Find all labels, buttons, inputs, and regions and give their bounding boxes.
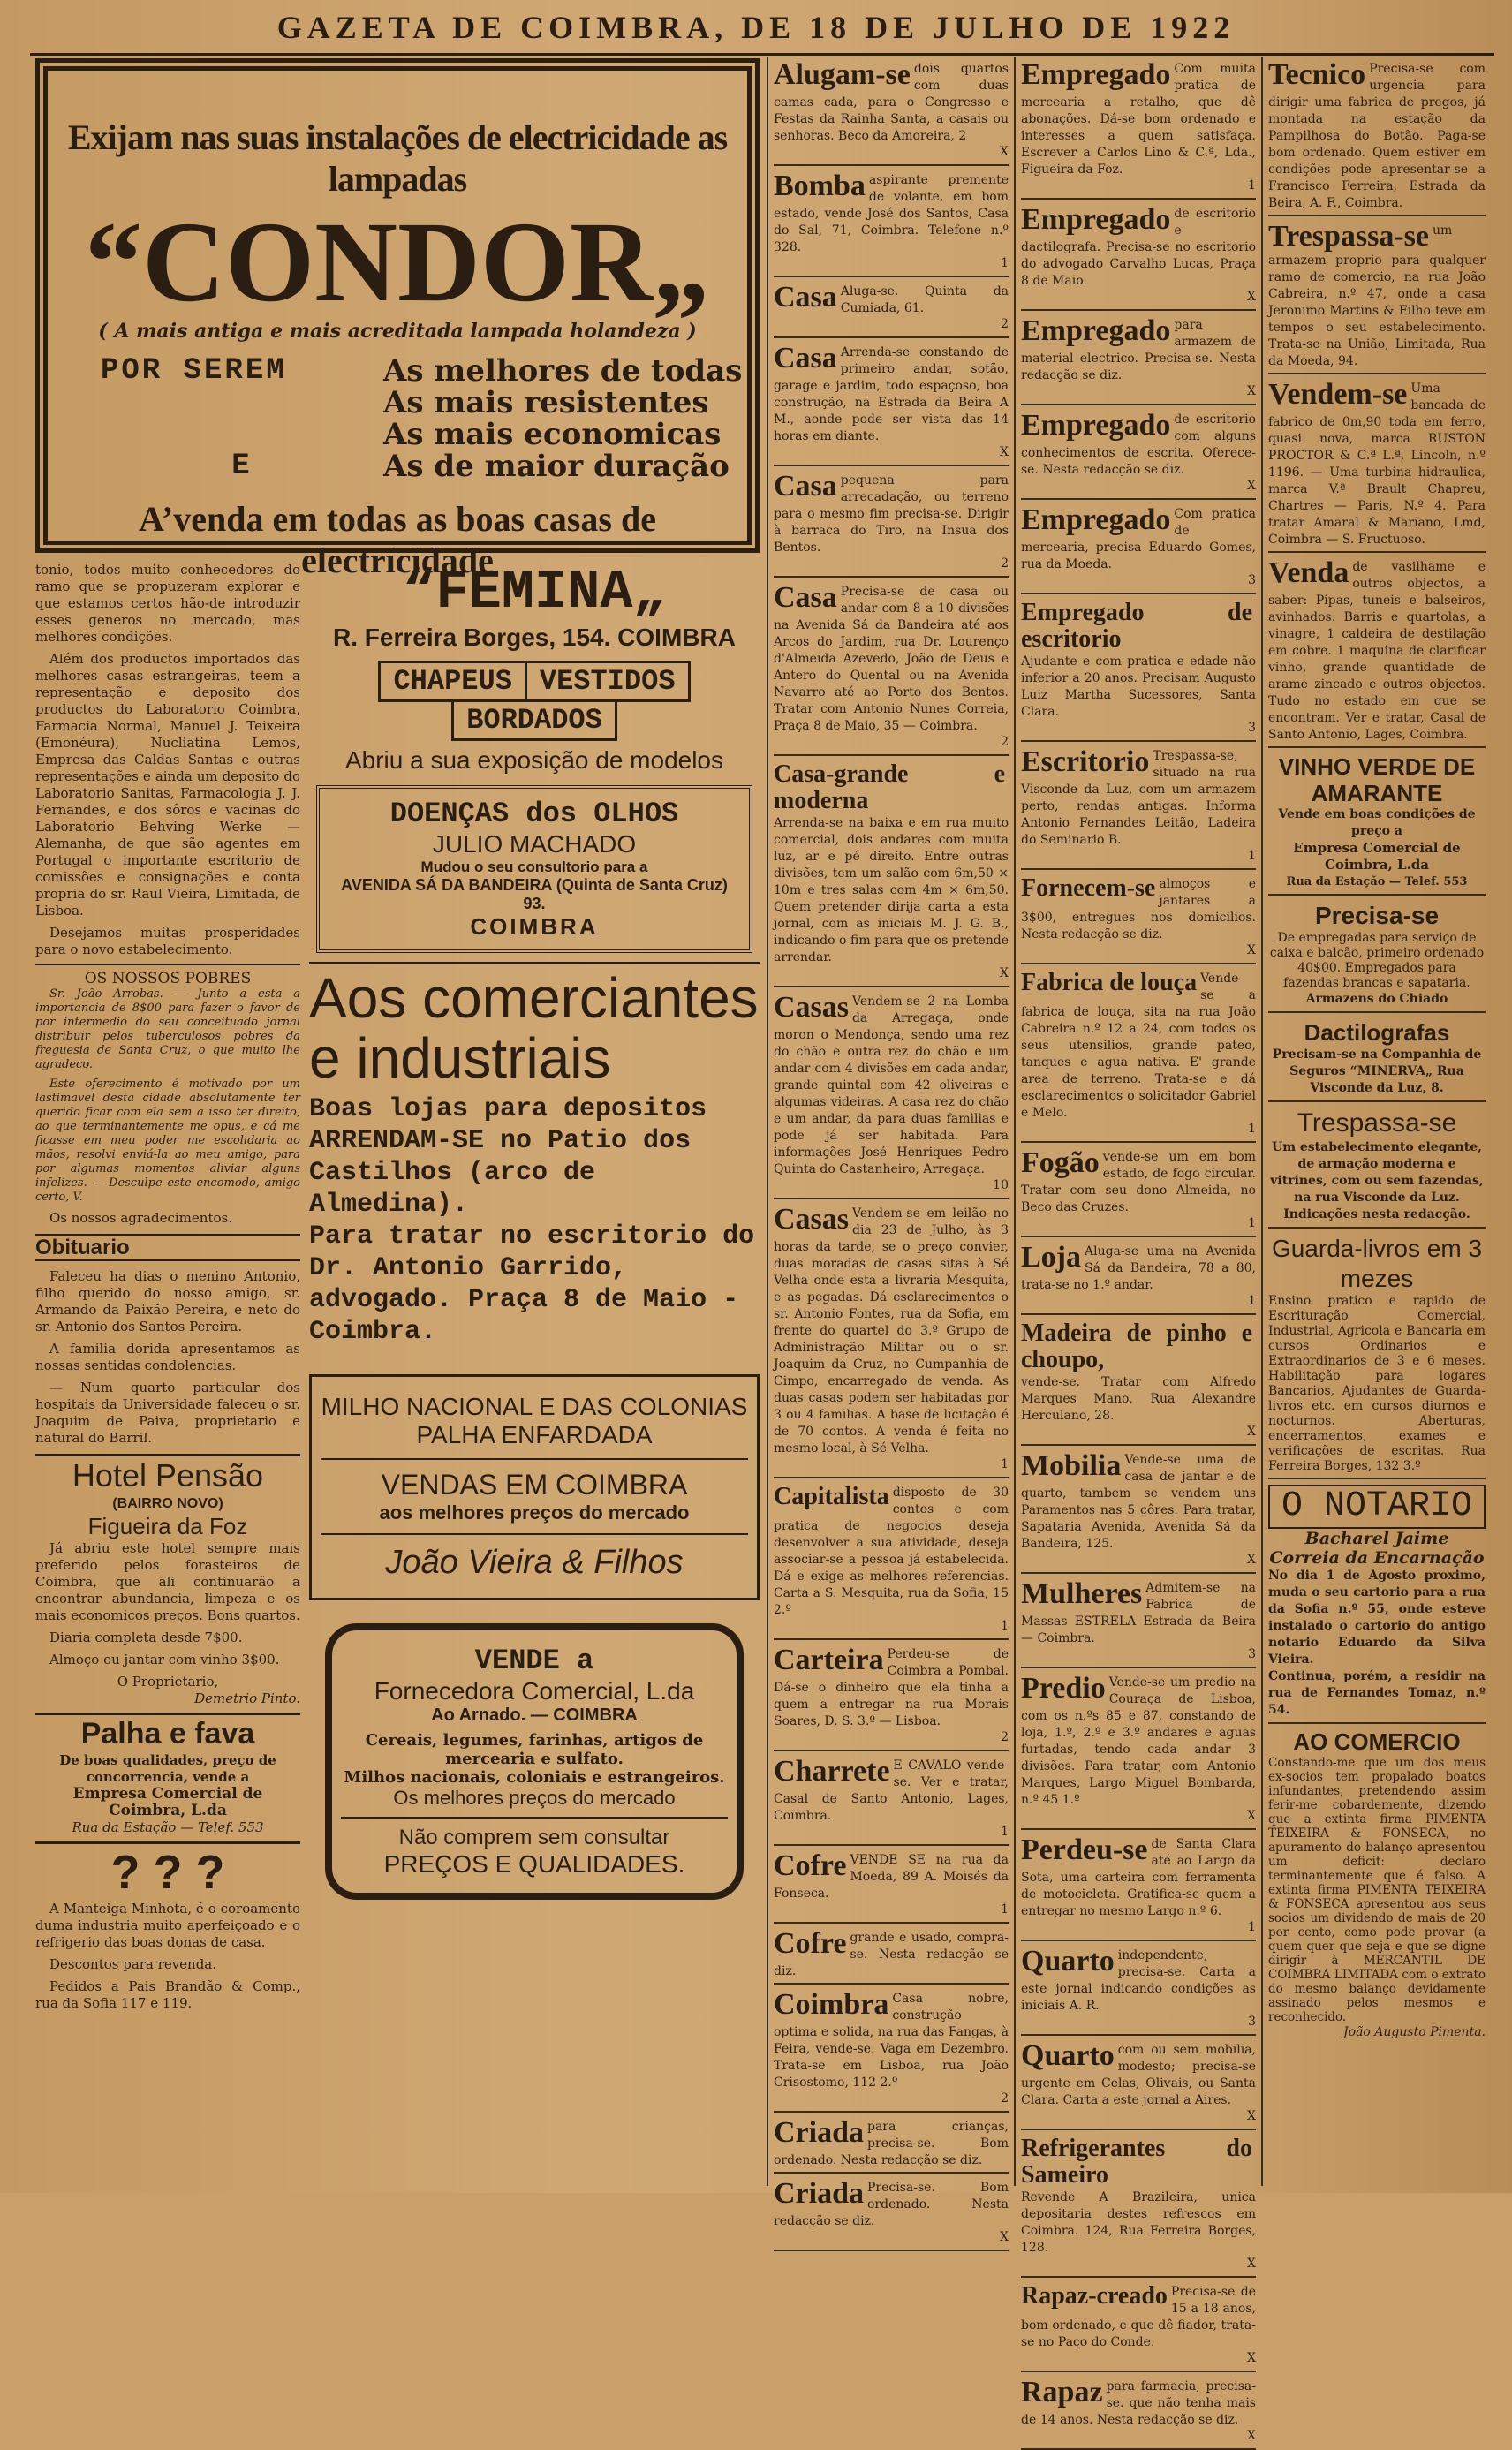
hotel-city: Figueira da Foz	[87, 1513, 248, 1539]
classified-keyword: Refrigerantes do Sameiro	[1021, 2135, 1252, 2189]
precisa-title: Precisa-se	[1314, 902, 1440, 929]
classified-ad	[1021, 203, 1256, 311]
classified-ad	[1021, 598, 1256, 742]
milho-ad	[309, 1374, 760, 1600]
femina-chapeus: CHAPEUS	[378, 661, 526, 702]
classified-keyword: Casa-grande e moderna	[774, 760, 1005, 814]
vinho-text: Vende em boas condições de preço a	[1278, 807, 1476, 838]
classified-text: Trespassa-se, situado na rua Visconde da Luz, com um armazem perto, rendas antigas. Informa Antonio Fernandes Leitão, Ladeira do Seminario B.	[1021, 749, 1256, 847]
dact-title: Dactilografas	[1304, 1019, 1450, 1046]
classified-keyword: Capitalista	[774, 1483, 889, 1510]
notario-ad	[1268, 1483, 1486, 1724]
palha-text: De boas qualidades, preço de concorrencia, vende a	[59, 1752, 276, 1785]
obit-text2: A familia dorida apresentamos as nossas sentidas condolencias.	[35, 1341, 300, 1373]
tecnico-kw: Tecnico	[1268, 58, 1366, 91]
classified-keyword: Madeira de pinho e choupo,	[1021, 1320, 1252, 1373]
classified-ad	[1021, 1834, 1256, 1941]
classified-ad	[1021, 503, 1256, 594]
precisa-text: De empregadas para serviço de caixa e balcão, primeiro ordenado 40$00. Empregados para fazendas brancas e sapataria.	[1269, 931, 1485, 990]
classified-text: vende-se um em bom estado, de fogo circular. Tratar com seu dono Almeida, no Beco das Cruzes.	[1021, 1150, 1256, 1214]
forn-l6: Os melhores preços do mercado	[393, 1787, 676, 1809]
classified-keyword: Fornecem-se	[1021, 874, 1156, 902]
classified-mark: X	[1247, 384, 1256, 398]
condor-sub: ( A mais antiga e mais acreditada lampada holandeza )	[98, 320, 697, 343]
classified-mark: 10	[993, 1178, 1009, 1192]
classified-text: Perdeu-se de Coimbra a Pombal. Dá-se o dinheiro que ela tinha a quem a entregar na rua Morais Soares, D. S. 3.º — Lisboa.	[774, 1647, 1009, 1728]
pobres-text: Sr. João Arrobas. — Junto a esta a importancia de 8$00 para fazer o favor de por intermedio do seu conceituado jornal distribuir pelos tuberculosos pobres da freguesia de Santa Cruz, o que muito lhe agradeço.	[35, 987, 300, 1071]
classified-keyword: Escritorio	[1021, 745, 1150, 778]
hotel-owner: Demetrio Pinto.	[194, 1690, 300, 1706]
milho-l4: aos melhores preços do mercado	[379, 1501, 690, 1524]
olhos-moved: Mudou o seu consultorio para a	[420, 858, 648, 875]
classified-mark: X	[1247, 1809, 1256, 1823]
classified-mark: 2	[1001, 317, 1009, 331]
classified-mark: 1	[1001, 1825, 1009, 1839]
classified-keyword: Loja	[1021, 1241, 1081, 1274]
classified-mark: 1	[1001, 1457, 1009, 1471]
classified-text: disposto de 30 contos e com pratica de negocios deseja desenvolver a sua atividade, deseja associar-se a pessoa já estabelecida. Dá e exige as melhores referencias. Carta a S. Mesquita, rua da Sofia, 15 2.º	[774, 1486, 1009, 1617]
hotel-title: Hotel Pensão	[72, 1457, 264, 1493]
classified-ad	[774, 281, 1009, 338]
hotel-text3: Almoço ou jantar com vinho 3$00.	[49, 1652, 280, 1667]
classified-keyword: Empregado	[1021, 314, 1171, 347]
classified-text: Aluga-se. Quinta da Cumiada, 61.	[840, 284, 1009, 315]
hotel-bairro: (BAIRRO NOVO)	[112, 1496, 223, 1511]
classified-mark: 1	[1248, 1122, 1256, 1136]
condor-q1: As melhores de todas	[383, 353, 743, 389]
classified-text: Revende A Brazileira, unica depositaria destes refrescos em Coimbra. 124, Rua Ferreira Borges, 128.	[1021, 2190, 1256, 2255]
femina-addr: R. Ferreira Borges, 154. COIMBRA	[333, 624, 736, 651]
classifieds-column-4	[1021, 58, 1256, 2443]
classified-mark: 3	[1248, 721, 1256, 735]
olhos-ad	[316, 785, 752, 953]
classified-text: Com pratica de mercearia, precisa Eduardo Gomes, rua da Moeda.	[1021, 507, 1256, 571]
classified-keyword: Casas	[774, 991, 850, 1024]
classified-ad	[774, 170, 1009, 277]
classified-mark: 2	[1001, 2091, 1009, 2106]
pobres-text2: Este oferecimento é motivado por um lastimavel desta cidade absolutamente ter querido ficar com ela sem a isso ter direito, ao que terminantemente me opus, e cá me ficasse em meu poder me escolidaria ao mãos, resolvi enviá-la ao meu amigo, para por algumas momentos aliviar alguns infelizes. — Desculpe este encomodo, amigo certo, V.	[35, 1078, 300, 1204]
condor-q4: As de maior duração	[383, 449, 730, 484]
forn-l1: VENDE a	[474, 1645, 594, 1677]
hotel-text2: Diaria completa desde 7$00.	[49, 1630, 243, 1645]
classified-mark: 1	[1001, 1619, 1009, 1633]
precisa-chiado: Armazens do Chiado	[1305, 992, 1448, 1006]
pobres-thanks: Os nossos agradecimentos.	[49, 1210, 232, 1226]
classified-keyword: Cofre	[774, 1849, 847, 1882]
classified-ad	[774, 1849, 1009, 1924]
classified-mark: X	[1247, 1553, 1256, 1567]
classified-ad	[774, 760, 1009, 987]
obit-text3: — Num quarto particular dos hospitais da Universidade faleceu o sr. Joaquim de Paiva, proprietario e natural do Barril.	[35, 1380, 300, 1446]
classified-ad	[774, 1927, 1009, 1985]
trespassa-text: um armazem proprio para qualquer ramo de comercio, na rua João Cabreira, n.º 47, onde a casa Jeronimo Martins & Filho teve em tempos o seu estabelecimento. Trata-se na União, Limitada, Rua da Moeda, 94.	[1268, 223, 1486, 368]
comercio-title: AO COMERCIO	[1293, 1728, 1461, 1755]
left-p1: tonio, todos muito conhecedores do ramo que se propuzeram explorar e que estamos certos hão-de introduzir esses generos no mercado, mas melhores condições.	[35, 562, 300, 645]
pobres-heading: OS NOSSOS POBRES	[35, 964, 300, 987]
classified-keyword: Casa	[774, 581, 837, 614]
classified-keyword: Empregado de escritorio	[1021, 599, 1252, 653]
classified-mark: X	[1247, 943, 1256, 957]
classified-mark: X	[1247, 479, 1256, 493]
classified-text: independente, precisa-se. Carta a este jornal indicando condições as iniciais A. R.	[1021, 1948, 1256, 2013]
classified-keyword: Casa	[774, 342, 837, 374]
hotel-prop: O Proprietario,	[117, 1674, 219, 1690]
classified-keyword: Criada	[774, 2116, 864, 2149]
classified-keyword: Coimbra	[774, 1988, 889, 2021]
classified-text: VENDE SE na rua da Moeda, 89 A. Moisés da Fonseca.	[774, 1853, 1009, 1901]
classified-mark: 3	[1248, 2015, 1256, 2029]
tres2-text: Um estabelecimento elegante, de armação moderna e vitrines, com ou sem fazendas, na rua Visconde da Luz.	[1270, 1140, 1484, 1205]
classified-ad	[1021, 968, 1256, 1143]
classified-ad	[774, 1482, 1009, 1640]
vinho-title: VINHO VERDE DE AMARANTE	[1278, 753, 1476, 806]
classified-keyword: Carteira	[774, 1644, 884, 1676]
classified-text: Vende-se um predio na Couraça de Lisboa, com os n.ºs 85 e 87, constando de loja, 1.º, 2.º e 3.º andares e aguas furtadas, tendo cada andar 3 divisões. Para tratar, com Antonio Marques, Largo Miguel Bombarda, n.º 45 1.º	[1021, 1675, 1256, 1807]
olhos-city: COIMBRA	[470, 913, 599, 940]
classified-mark: X	[1247, 290, 1256, 304]
notario-name: Bacharel Jaime Correia da Encarnação	[1269, 1529, 1485, 1568]
classified-text: aspirante premente de volante, em bom estado, vende José dos Santos, Casa do Sal, 71, Coimbra. Telefone n.º 328.	[774, 173, 1009, 254]
classified-keyword: Empregado	[1021, 203, 1171, 236]
classified-keyword: Predio	[1021, 1672, 1106, 1705]
femina-tag: Abriu a sua exposição de modelos	[344, 746, 724, 774]
qqq-title: ? ? ?	[110, 1846, 225, 1899]
vinho-company: Empresa Comercial de Coimbra, L.da	[1293, 840, 1461, 873]
vendem-kw: Vendem-se	[1268, 378, 1408, 411]
olhos-addr: AVENIDA SÁ DA BANDEIRA (Quinta de Santa Cruz) 93.	[341, 876, 728, 912]
column-rule	[767, 57, 768, 2186]
venda-text: de vasilhame e outros objectos, a saber: Pipas, tuneis e balseiros, avinhados. Barris e quartolas, a vinagre, 1 caldeira de destilação em cobre. 1 maquina de clarificar vinho, grande quantidade de arame zincado e outros objectos. Tudo no estado em que se encontram. Ver e tratar, Casal de Santo Antonio, Lages, Coimbra.	[1268, 560, 1486, 742]
classified-text: Com muita pratica de mercearia a retalho, que dê abonações. Dá-se bom ordenado e interesses a quem satisfaça. Escrever a Carlos Lino & C.ª, Lda., Figueira da Foz.	[1021, 62, 1256, 177]
classified-keyword: Alugam-se	[774, 58, 911, 91]
classified-mark: 2	[1001, 1730, 1009, 1744]
classified-mark: 2	[1001, 735, 1009, 749]
classified-mark: X	[1247, 2429, 1256, 2443]
comerciantes-body: Boas lojas para depositos ARRENDAM-SE no Patio dos Castilhos (arco de Almedina).	[309, 1094, 707, 1220]
hotel-ad	[35, 1454, 300, 1707]
forn-l8: PREÇOS E QUALIDADES.	[383, 1850, 685, 1878]
left-p3: Desejamos muitas prosperidades para o novo estabelecimento.	[35, 925, 300, 957]
classified-text: grande e usado, compra-se. Nesta redacção se diz.	[774, 1931, 1009, 1978]
classified-text: Arrenda-se constando de primeiro andar, sotão, garage e jardim, todo espaçoso, boa construção, na Estrada da Beira A M., aonde pode ser vista das 14 horas em diante.	[774, 345, 1009, 443]
classified-ad	[774, 1755, 1009, 1846]
femina-brand: “FEMINA„	[403, 561, 666, 624]
classified-keyword: Mobilia	[1021, 1449, 1122, 1482]
classified-ad	[774, 581, 1009, 756]
hotel-text: Já abriu este hotel sempre mais preferido pelos forasteiros de Coimbra, que ali continuarão a encontrar abundancia, limpeza e os mais economicos preços. Bons quartos.	[35, 1540, 300, 1623]
classified-text: pequena para arrecadação, ou terreno para o mesmo fim precisa-se. Dirigir à barraca do Tiro, na Insua dos Bentos.	[774, 473, 1009, 555]
condor-e: E	[231, 450, 253, 483]
classifieds-column-5	[1268, 58, 1486, 2189]
femina-bordados: BORDADOS	[451, 702, 617, 741]
classified-text: Precisa-se de casa ou andar com 8 a 10 divisões na Avenida Sá da Bandeira até aos Arcos do Jardim, rua Dr. Lourenço d'Almeida Azevedo, João de Deus e Antero do Quental ou na Avenida Navarro até ao Porto dos Bentos. Tratar com Antonio Nunes Correia, Praça 8 de Maio, 35 — Coimbra.	[774, 585, 1009, 733]
classified-text: Precisa-se de 15 a 18 anos, bom ordenado, e que dê fiador, trata-se no Paço do Conde.	[1021, 2285, 1256, 2349]
classified-text: para farmacia, precisa-se. que não tenha mais de 14 anos. Nesta redacção se diz.	[1021, 2379, 1256, 2427]
classified-ad	[774, 1644, 1009, 1751]
classified-mark: 1	[1248, 849, 1256, 863]
condor-q2: As mais resistentes	[383, 385, 709, 420]
masthead-rule	[30, 53, 1494, 56]
column-rule	[1014, 57, 1016, 2186]
classified-keyword: Casas	[774, 1203, 850, 1236]
classified-mark: 1	[1248, 1216, 1256, 1230]
tres2-info: Indicações nesta redacção.	[1283, 1207, 1470, 1221]
classified-keyword: Quarto	[1021, 2039, 1115, 2072]
classified-keyword: Empregado	[1021, 503, 1171, 536]
palha-ad	[35, 1713, 300, 1836]
classified-ad	[1021, 1241, 1256, 1315]
classified-mark: 3	[1248, 1647, 1256, 1661]
classified-keyword: Rapaz-creado	[1021, 2282, 1168, 2310]
classified-keyword: Casa	[774, 281, 837, 314]
classified-text: Aluga-se uma na Avenida Sá da Bandeira, 78 a 80, trata-se no 1.º andar.	[1021, 1244, 1256, 1292]
classified-text: de escritorio com alguns conhecimentos de escrita. Oferece-se. Nesta redacção se diz.	[1021, 412, 1256, 477]
classified-mark: 1	[1248, 1294, 1256, 1308]
milho-l2: PALHA ENFARDADA	[416, 1421, 653, 1448]
femina-ad	[309, 562, 760, 775]
left-column	[35, 562, 300, 2187]
classified-mark: 3	[1248, 573, 1256, 587]
classified-ad	[774, 58, 1009, 166]
milho-l3: VENDAS EM COIMBRA	[321, 1458, 748, 1501]
classified-text: Admitem-se na Fabrica de Massas ESTRELA Estrada da Beira — Coimbra.	[1021, 1581, 1256, 1645]
classified-mark: X	[1247, 1425, 1256, 1439]
milho-l1: MILHO NACIONAL E DAS COLONIAS	[321, 1393, 748, 1420]
classified-text: para armazem de material electrico. Precisa-se. Nesta redacção se diz.	[1021, 318, 1256, 382]
classified-mark: 1	[1248, 178, 1256, 193]
notario-text2: Continua, porém, a residir na rua de Fernandes Tomaz, n.º 54.	[1268, 1669, 1486, 1717]
classified-ad	[774, 991, 1009, 1199]
classified-keyword: Empregado	[1021, 409, 1171, 442]
classified-text: dois quartos com duas camas cada, para o Congresso e Festas da Rainha Santa, a casais ou senhoras. Beco da Amoreira, 2	[774, 62, 1009, 143]
guarda-ad	[1268, 1232, 1486, 1479]
notario-title: O NOTARIO	[1268, 1485, 1486, 1529]
comercio-sig: João Augusto Pimenta.	[1343, 2025, 1486, 2039]
comerciantes-title: Aos comerciantes e industriais	[309, 966, 759, 1090]
classified-ad	[1021, 873, 1256, 964]
qqq-text: A Manteiga Minhota, é o coroamento duma industria muito aperfeiçoado e o refrigerio das boas donas de casa.	[35, 1901, 300, 1950]
classified-text: Vendem-se em leilão no dia 23 de Julho, às 3 horas da tarde, se o preço convier, duas moradas de casas sitas à Sé Velha onde esta a livraria Mesquita, e as pegadas. Dá esclarecimentos o sr. Antonio Fontes, rua da Sofia, em frente do quartel do 3.º Grupo de Administração Militar ou o sr. Joaquim da Cruz, no Cumpanhia de Cimpo, encarregado de venda. As duas casas podem ser habitadas por 3 ou 4 familias. A base de licitação é de 70 contos. A venda é feita no mesmo local, à Sé Velha.	[774, 1206, 1009, 1456]
olhos-title: DOENÇAS dos OLHOS	[389, 798, 679, 830]
vinho-addr: Rua da Estação — Telef. 553	[1286, 875, 1468, 889]
classified-text: Ajudante e com pratica e edade não inferior a 20 anos. Precisam Augusto Luiz Martha Sucessores, Santa Clara.	[1021, 654, 1256, 719]
precisa-ad	[1268, 899, 1486, 1013]
obit-text: Faleceu ha dias o menino Antonio, filho querido do nosso amigo, sr. Armando da Paixão Pereira, e neto do sr. Antonio dos Santos Pereira.	[35, 1268, 300, 1335]
condor-line1: Exijam nas suas instalações de electricidade as lampadas	[67, 117, 728, 199]
venda-kw: Venda	[1268, 556, 1349, 589]
forn-l4: Cereais, legumes, farinhas, artigos de mercearia e sulfato.	[365, 1731, 704, 1768]
classified-text: de Santa Clara até ao Largo da Sota, uma carteira com ferramenta de motocicleta. Gratifica-se quem a entregar no mesmo Largo n.º 6.	[1021, 1837, 1256, 1918]
trespassa-kw: Trespassa-se	[1268, 220, 1429, 253]
classified-ad	[774, 2177, 1009, 2251]
classified-mark: X	[1000, 2230, 1009, 2244]
manteiga-ad	[35, 1841, 300, 2012]
classified-mark: 1	[1001, 1902, 1009, 1917]
vendem-ad	[1268, 378, 1486, 553]
tres2-title: Trespassa-se	[1297, 1108, 1457, 1138]
classified-mark: 2	[1001, 556, 1009, 571]
classified-text: Vende-se uma de casa de jantar e de quarto, tambem se vendem uns Paramentos nas 5 côres. Para tratar, Sapataria Avenida, Avenida Sá da Bandeira, 125.	[1021, 1453, 1256, 1551]
classified-keyword: Criada	[774, 2177, 864, 2210]
classified-ad	[1021, 1449, 1256, 1574]
obit-heading: Obituario	[35, 1234, 300, 1261]
classified-keyword: Empregado	[1021, 58, 1171, 91]
classified-text: Vende-se a fabrica de louça, sita na rua João Cabreira n.º 12 a 24, com todos os seus utensilios, grande pateo, tanques e agua nativa. E' grande area de terreno. Trata-se e dá esclarecimentos o solicitador Gabriel e Melo.	[1021, 972, 1256, 1120]
classified-keyword: Rapaz	[1021, 2376, 1103, 2408]
forn-l7: Não comprem sem consultar	[341, 1817, 728, 1850]
classified-ad	[774, 470, 1009, 578]
qqq-text2: Descontos para revenda.	[49, 1956, 217, 1972]
classified-ad	[1021, 1945, 1256, 2036]
femina-vestidos: VESTIDOS	[527, 661, 691, 702]
classified-mark: X	[1247, 2257, 1256, 2271]
classified-mark: 1	[1001, 256, 1009, 270]
forn-l5: Milhos nacionais, coloniais e estrangeiros.	[344, 1768, 725, 1787]
qqq-text3: Pedidos a Pais Brandão & Comp., rua da Sofia 117 e 119.	[35, 1978, 300, 2011]
classified-keyword: Fogão	[1021, 1146, 1100, 1179]
palha-title: Palha e fava	[80, 1717, 255, 1751]
fornecedora-ad	[325, 1623, 744, 1900]
comerciantes-body2: Para tratar no escritorio do Dr. Antonio Garrido, advogado. Praça 8 de Maio - Coimbra.	[309, 1221, 755, 1347]
forn-l3: Ao Arnado. — COIMBRA	[431, 1705, 638, 1725]
classified-keyword: Quarto	[1021, 1945, 1115, 1977]
classified-ad	[1021, 2039, 1256, 2130]
milho-l5: João Vieira & Filhos	[321, 1533, 748, 1582]
classified-text: para crianças, precisa-se. Bom ordenado. Nesta redacção se diz.	[774, 2120, 1009, 2167]
dactilografas-ad	[1268, 1017, 1486, 1102]
condor-ad	[35, 58, 760, 580]
classified-keyword: Cofre	[774, 1927, 847, 1960]
middle-column	[309, 562, 760, 2187]
classified-ad	[1021, 1672, 1256, 1830]
classified-ad	[1021, 2281, 1256, 2372]
classified-mark: 1	[1248, 1920, 1256, 1934]
palha-company: Empresa Comercial de Coimbra, L.da	[72, 1785, 263, 1819]
palha-address: Rua da Estação — Telef. 553	[72, 1819, 264, 1835]
classified-ad	[1021, 1319, 1256, 1446]
tecnico-ad	[1268, 58, 1486, 216]
comercio-text: Constando-me que um dos meus ex-socios tem propalado boatos infundantes, pretendendo assim ferir-me cobardemente, dizendo que a extinta firma PIMENTA TEIXEIRA & FONSECA, no apuramento do balanço apresentou um deficit: declaro terminantemente que é falso. A extinta firma PIMENTA TEIXEIRA & FONSECA apresentou aos seus socios um dividendo de mais de 20 por cento, como pode provar (a quem quer que seja e que se digne dirigir à MERCANTIL DE COIMBRA LIMITADA com o extrato do mesmo balanço devidamente assinado pelos mesmos e reconhecido.	[1268, 1756, 1486, 2024]
classified-mark: X	[1000, 445, 1009, 459]
classified-keyword: Casa	[774, 470, 837, 503]
trespassa-ad	[1268, 220, 1486, 374]
classified-keyword: Charrete	[774, 1755, 890, 1788]
left-p2: Além dos productos importados das melhores casas estrangeiras, teem a representação e deposito dos productos do Laboratorio Coimbra, Farmacia Normal, Manuel J. Teixeira (Emonéura), Nucliatina Lemos, Empresa das Caldas Santas e outras representações e ainda um deposito do Laboratorio Sanitas, Farmacologia J. J. Fernandes, e dos sôros e vacinas do Laboratorio Behving Werke — Alemanha, de que são agentes em Portugal o importante escritorio de comissões e consignações e conta propria do sr. Raul Vieira, Limitada, de Lisboa.	[35, 651, 300, 919]
classified-mark: X	[1000, 145, 1009, 159]
classified-ad	[1021, 409, 1256, 500]
classified-keyword: Perdeu-se	[1021, 1834, 1148, 1866]
classified-ad	[774, 1203, 1009, 1478]
column-rule	[1261, 57, 1263, 2186]
classified-ad	[1021, 58, 1256, 200]
classified-mark: X	[1247, 2351, 1256, 2365]
vinho-ad	[1268, 752, 1486, 896]
classified-ad	[1021, 745, 1256, 870]
condor-q3: As mais economicas	[383, 417, 722, 452]
classified-text: E CAVALO vende-se. Ver e tratar, Casal de Santo Antonio, Lages, Coimbra.	[774, 1758, 1009, 1823]
classified-mark: X	[1000, 966, 1009, 980]
classified-text: Casa nobre, construção optima e solida, na rua das Fangas, à Feira, vende-se. Vaga em Dezembro. Trata-se em Lisboa, rua João Crisostomo, 112 2.º	[774, 1992, 1009, 2090]
vendem-text: Uma bancada de fabrico de 0m,90 toda em ferro, quasi nova, marca RUSTON PROCTOR & C.ª L.ª, Lincoln, n.º 1196. — Uma turbina hidraulica, marca V.ª Brault Chapreu, Chartres — Paris, N.º 4. Para tratar Amaral & Mariano, Lmd, Coimbra — S. Fructuoso.	[1268, 382, 1486, 547]
comerciantes-ad	[309, 962, 760, 1348]
comercio-ad	[1268, 1728, 1486, 2041]
venda-ad	[1268, 556, 1486, 748]
classified-ad	[1021, 314, 1256, 405]
classified-ad	[774, 342, 1009, 466]
masthead: GAZETA DE COIMBRA, DE 18 DE JULHO DE 1922	[276, 10, 1236, 45]
classifieds-column-3	[774, 58, 1009, 2244]
forn-l2: Fornecedora Comercial, L.da	[374, 1677, 695, 1705]
classified-ad	[774, 1988, 1009, 2113]
condor-brand: “CONDOR„	[85, 199, 710, 326]
classified-text: Arrenda-se na baixa e em rua muito comercial, dois andares com muita luz, ar e pé direito. Entre outras divisões, tem um salão com 6m,50 × 10m e tres salas com 4m × 6m,50. Quem pretender dirija carta a esta jornal, com as iniciais M. J. G. B., indicando o fim para que os pretende arrendar.	[774, 816, 1009, 964]
classified-text: Vendem-se 2 na Lomba da Arregaça, onde moron o Mendonça, sendo uma rez do chão e outra rez do chão e um andar com 4 divisões em cada andar, grande quintal com 42 oliveiras e algumas videiras. A casa rez do chão e um andar, da para duas familias e pode já ser habitada. Para informações José Henriques Pedro Quinta do Castanheiro, Arregaça.	[774, 994, 1009, 1176]
guarda-text: Ensino pratico e rapido de Escrituração Comercial, Industrial, Agricola e Bancaria em cursos Ordinarios e Extraordinarios de 3 e 6 meses. Habilitação para logares Bancarios, Ajudantes de Guarda-livros etc. em cursos diurnos e nocturnos. Aberturas, encerramentos, exames e verificações de escritas. Rua Ferreira Borges, 132 3.º	[1268, 1294, 1486, 1473]
condor-sale: A’venda em todas as boas casas de electricidade	[139, 499, 656, 580]
classified-ad	[1021, 2376, 1256, 2450]
classified-keyword: Fabrica de louça	[1021, 969, 1198, 996]
classified-text: de escritorio e dactilografa. Precisa-se no escritorio do advogado Carvalho Lucas, Praça 8 de Maio.	[1021, 207, 1256, 288]
classified-ad	[1021, 2134, 1256, 2278]
classified-text: almoços e jantares a 3$00, entregues nos domicilios. Nesta redacção se diz.	[1021, 877, 1256, 941]
classified-keyword: Bomba	[774, 170, 866, 202]
classified-keyword: Mulheres	[1021, 1577, 1143, 1610]
dact-text: Precisam-se na Companhia de Seguros “MINERVA„ Rua Visconde da Luz, 8.	[1272, 1047, 1482, 1095]
tecnico-text: Precisa-se com urgencia para dirigir uma fabrica de pregos, já montada na estação da Pampilhosa do Botão. Paga-se bom ordenado. Quem estiver em condições pode apresentar-se a Francisco Ferreira, Estrada da Beira, A. F., Coimbra.	[1268, 62, 1486, 210]
condor-por: POR SEREM	[101, 354, 287, 388]
classified-text: com ou sem mobilia, modesto; precisa-se urgente em Celas, Olivais, ou Santa Clara. Carta a este jornal a Aires.	[1021, 2043, 1256, 2107]
classified-ad	[1021, 1577, 1256, 1668]
olhos-doctor: JULIO MACHADO	[432, 830, 637, 858]
trespassa2-ad	[1268, 1106, 1486, 1229]
classified-text: vende-se. Tratar com Alfredo Marques Mano, Rua Alexandre Herculano, 28.	[1021, 1375, 1256, 1423]
notario-text: No dia 1 de Agosto proximo, muda o seu cartorio para a rua da Sofia n.º 55, onde esteve instalado o cartorio do antigo notario Eduardo da Silva Vieira.	[1268, 1569, 1486, 1667]
classified-text: Precisa-se. Bom ordenado. Nesta redacção se diz.	[774, 2181, 1009, 2228]
classified-ad	[1021, 1146, 1256, 1237]
classified-mark: X	[1247, 2109, 1256, 2123]
guarda-title: Guarda-livros em 3 mezes	[1271, 1235, 1483, 1292]
classified-ad	[774, 2116, 1009, 2174]
